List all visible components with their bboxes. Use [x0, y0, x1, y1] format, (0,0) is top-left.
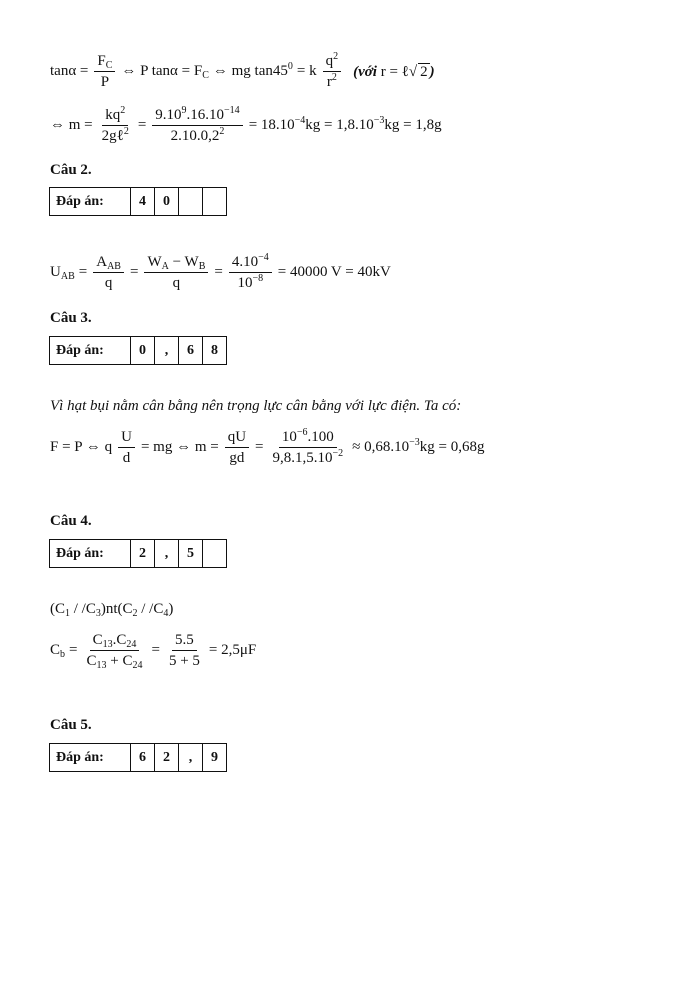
eq1-lhs: tanα =	[50, 63, 89, 79]
answer-cell: 0	[131, 337, 155, 365]
answer-cell: 2	[131, 540, 155, 568]
answer-label: Đáp án:	[50, 540, 131, 568]
explanation-text: Vì hạt bụi nằm cân bằng nên trọng lực cân bằng với lực điện. Ta có:	[50, 398, 462, 414]
question-4-heading: Câu 4.	[50, 513, 92, 529]
answer-cell	[203, 188, 227, 216]
equation-capacitance: $C_b$ = $\frac{C_{13}.C_{24}}{C_{13} + C_{24}}$ = $\frac{5.5}{5 + 5}$ = 2,5μF	[50, 632, 257, 671]
fraction-q2-over-r2: $\frac{q^2}{r^2}$	[323, 52, 342, 91]
answer-cell: 9	[203, 744, 227, 772]
answer-table-q5	[49, 743, 227, 772]
answer-cell: ,	[155, 540, 179, 568]
answer-table-q4	[49, 539, 227, 568]
fraction-fc-over-p: $\frac{F_C}{P}$	[94, 52, 115, 91]
fraction-u-over-d: $\frac{U}{d}$	[118, 428, 135, 467]
answer-cell: 4	[131, 188, 155, 216]
answer-cell: 6	[179, 337, 203, 365]
answer-cell	[203, 540, 227, 568]
fraction-kq2: $\frac{kq^2}{2g\ell^2}$	[101, 105, 129, 144]
answer-cell: 2	[155, 744, 179, 772]
answer-table-q2	[49, 187, 227, 216]
answer-cell: 5	[179, 540, 203, 568]
answer-label: Đáp án:	[50, 337, 131, 365]
equation-tan-alpha: tanα = $\frac{F_C}{P}$ ⇔ P $\tan\alpha = F_C$ ⇔ mg $\tan 45^0$ = k $\frac{q^2}{r^2}$ (với r = ℓ√ 2 )	[50, 51, 435, 90]
question-2-heading: Câu 2.	[50, 162, 92, 178]
fraction-numeric-mass: $\frac{10^{-6}.100}{9,8.1,5.10^{-2}}$	[272, 427, 344, 466]
answer-cell: ,	[155, 337, 179, 365]
answer-cell: 8	[203, 337, 227, 365]
equation-voltage: $U_{AB}$ = $\frac{A_{AB}}{q}$ = $\frac{W_A - W_B}{q}$ = $\frac{4.10^{-4}}{10^{-8}}$ = 40000 V = 40kV	[50, 252, 391, 291]
question-3-heading: Câu 3.	[50, 310, 92, 326]
answer-cell: 0	[155, 188, 179, 216]
answer-cell: ,	[179, 744, 203, 772]
fraction-numeric: $\frac{9.10^9.16.10^{-14}}{2.10.0,2^2}$	[152, 106, 242, 145]
answer-label: Đáp án:	[50, 188, 131, 216]
fraction-numeric-voltage: $\frac{4.10^{-4}}{10^{-8}}$	[229, 253, 272, 292]
fraction-series-capacitance: $\frac{C_{13}.C_{24}}{C_{13} + C_{24}}$	[86, 632, 143, 671]
equation-capacitor-circuit: $(C_1 / /C_3)nt(C_2 / /C_4)$	[50, 601, 174, 619]
answer-cell: 6	[131, 744, 155, 772]
fraction-a-over-q: $\frac{A_{AB}}{q}$	[93, 253, 124, 292]
fraction-w-over-q: $\frac{W_A - W_B}{q}$	[144, 253, 208, 292]
question-5-heading: Câu 5.	[50, 717, 92, 733]
answer-label: Đáp án:	[50, 744, 131, 772]
equation-force-balance: F = P ⇔ q $\frac{U}{d}$ = mg ⇔ m = $\frac{qU}{gd}$ = $\frac{10^{-6}.100}{9,8.1,5.10^{-2}}$ ≈ $0,68.10^{-3}kg = 0,68g$	[50, 427, 485, 466]
equation-mass: ⇔ m = $\frac{kq^2}{2g\ell^2}$ = $\frac{9.10^9.16.10^{-14}}{2.10.0,2^2}$ = $18.10^{-4}kg = 1,8.10^{-3}kg = 1,8g$	[50, 105, 442, 144]
fraction-qu-over-gd: $\frac{qU}{gd}$	[225, 428, 249, 467]
fraction-numeric-capacitance: $\frac{5.5}{5 + 5}$	[168, 632, 200, 669]
answer-cell	[179, 188, 203, 216]
answer-table-q3	[49, 336, 227, 365]
